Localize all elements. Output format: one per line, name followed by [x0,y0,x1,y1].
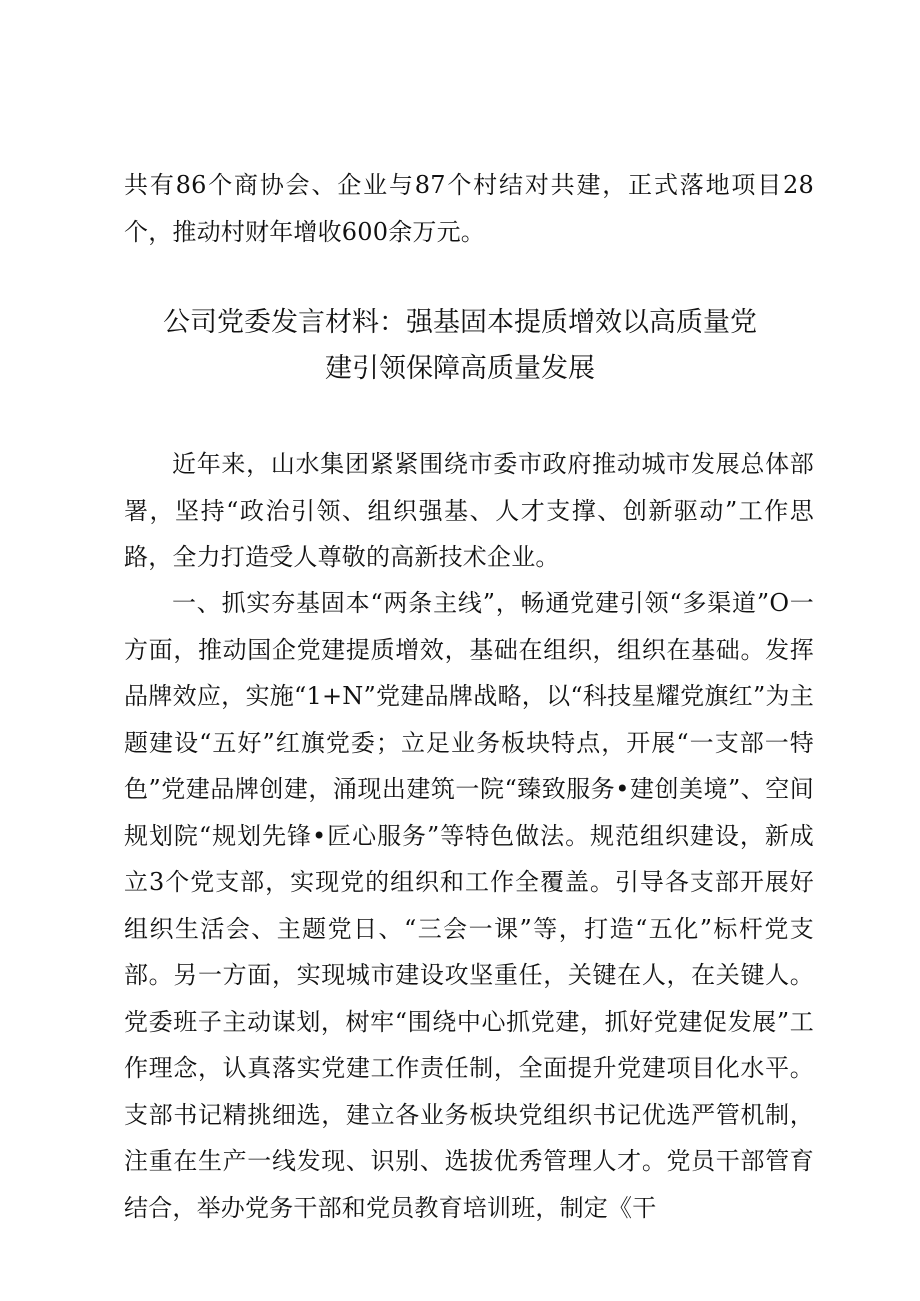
title-line-1: 公司党委发言材料：强基固本提质增效以高质量党 [163,307,757,338]
intro-paragraph: 近年来，山水集团紧紧围绕市委市政府推动城市发展总体部署，坚持“政治引领、组织强基、人才支撑、创新驱动”工作思路，全力打造受人尊敬的高新技术企业。 [124,450,814,571]
body-paragraph: 一、抓实夯基固本“两条主线”，畅通党建引领“多渠道”O一方面，推动国企党建提质增效，基础在组织，组织在基础。发挥品牌效应，实施“1+N”党建品牌战略，以“科技星耀党旗红”为主题建设“五好”红旗党委；立足业务板块特点，开展“一支部一特色”党建品牌创建，涌现出建筑一院“臻致服务•建创美境”、空间规划院“规划先锋•匠心服务”等特色做法。规范组织建设，新成立3个党支部，实现党的组织和工作全覆盖。引导各支部开展好组织生活会、主题党日、“三会一课”等，打造“五化”标杆党支部。另一方面，实现城市建设攻坚重任，关键在人，在关键人。党委班子主动谋划，树牢“围绕中心抓党建，抓好党建促发展”工作理念，认真落实党建工作责任制，全面提升党建项目化水平。支部书记精挑细选，建立各业务板块党组织书记优选严管机制，注重在生产一线发现、识别、选拔优秀管理人才。党员干部管育结合，举办党务干部和党员教育培训班，制定《干 [124,589,814,1222]
document-title [100,300,820,392]
title-line-2: 建引领保障高质量发展 [325,353,595,384]
continuation-paragraph: 共有86个商协会、企业与87个村结对共建，正式落地项目28个，推动村财年增收600余万元。 [124,171,814,246]
